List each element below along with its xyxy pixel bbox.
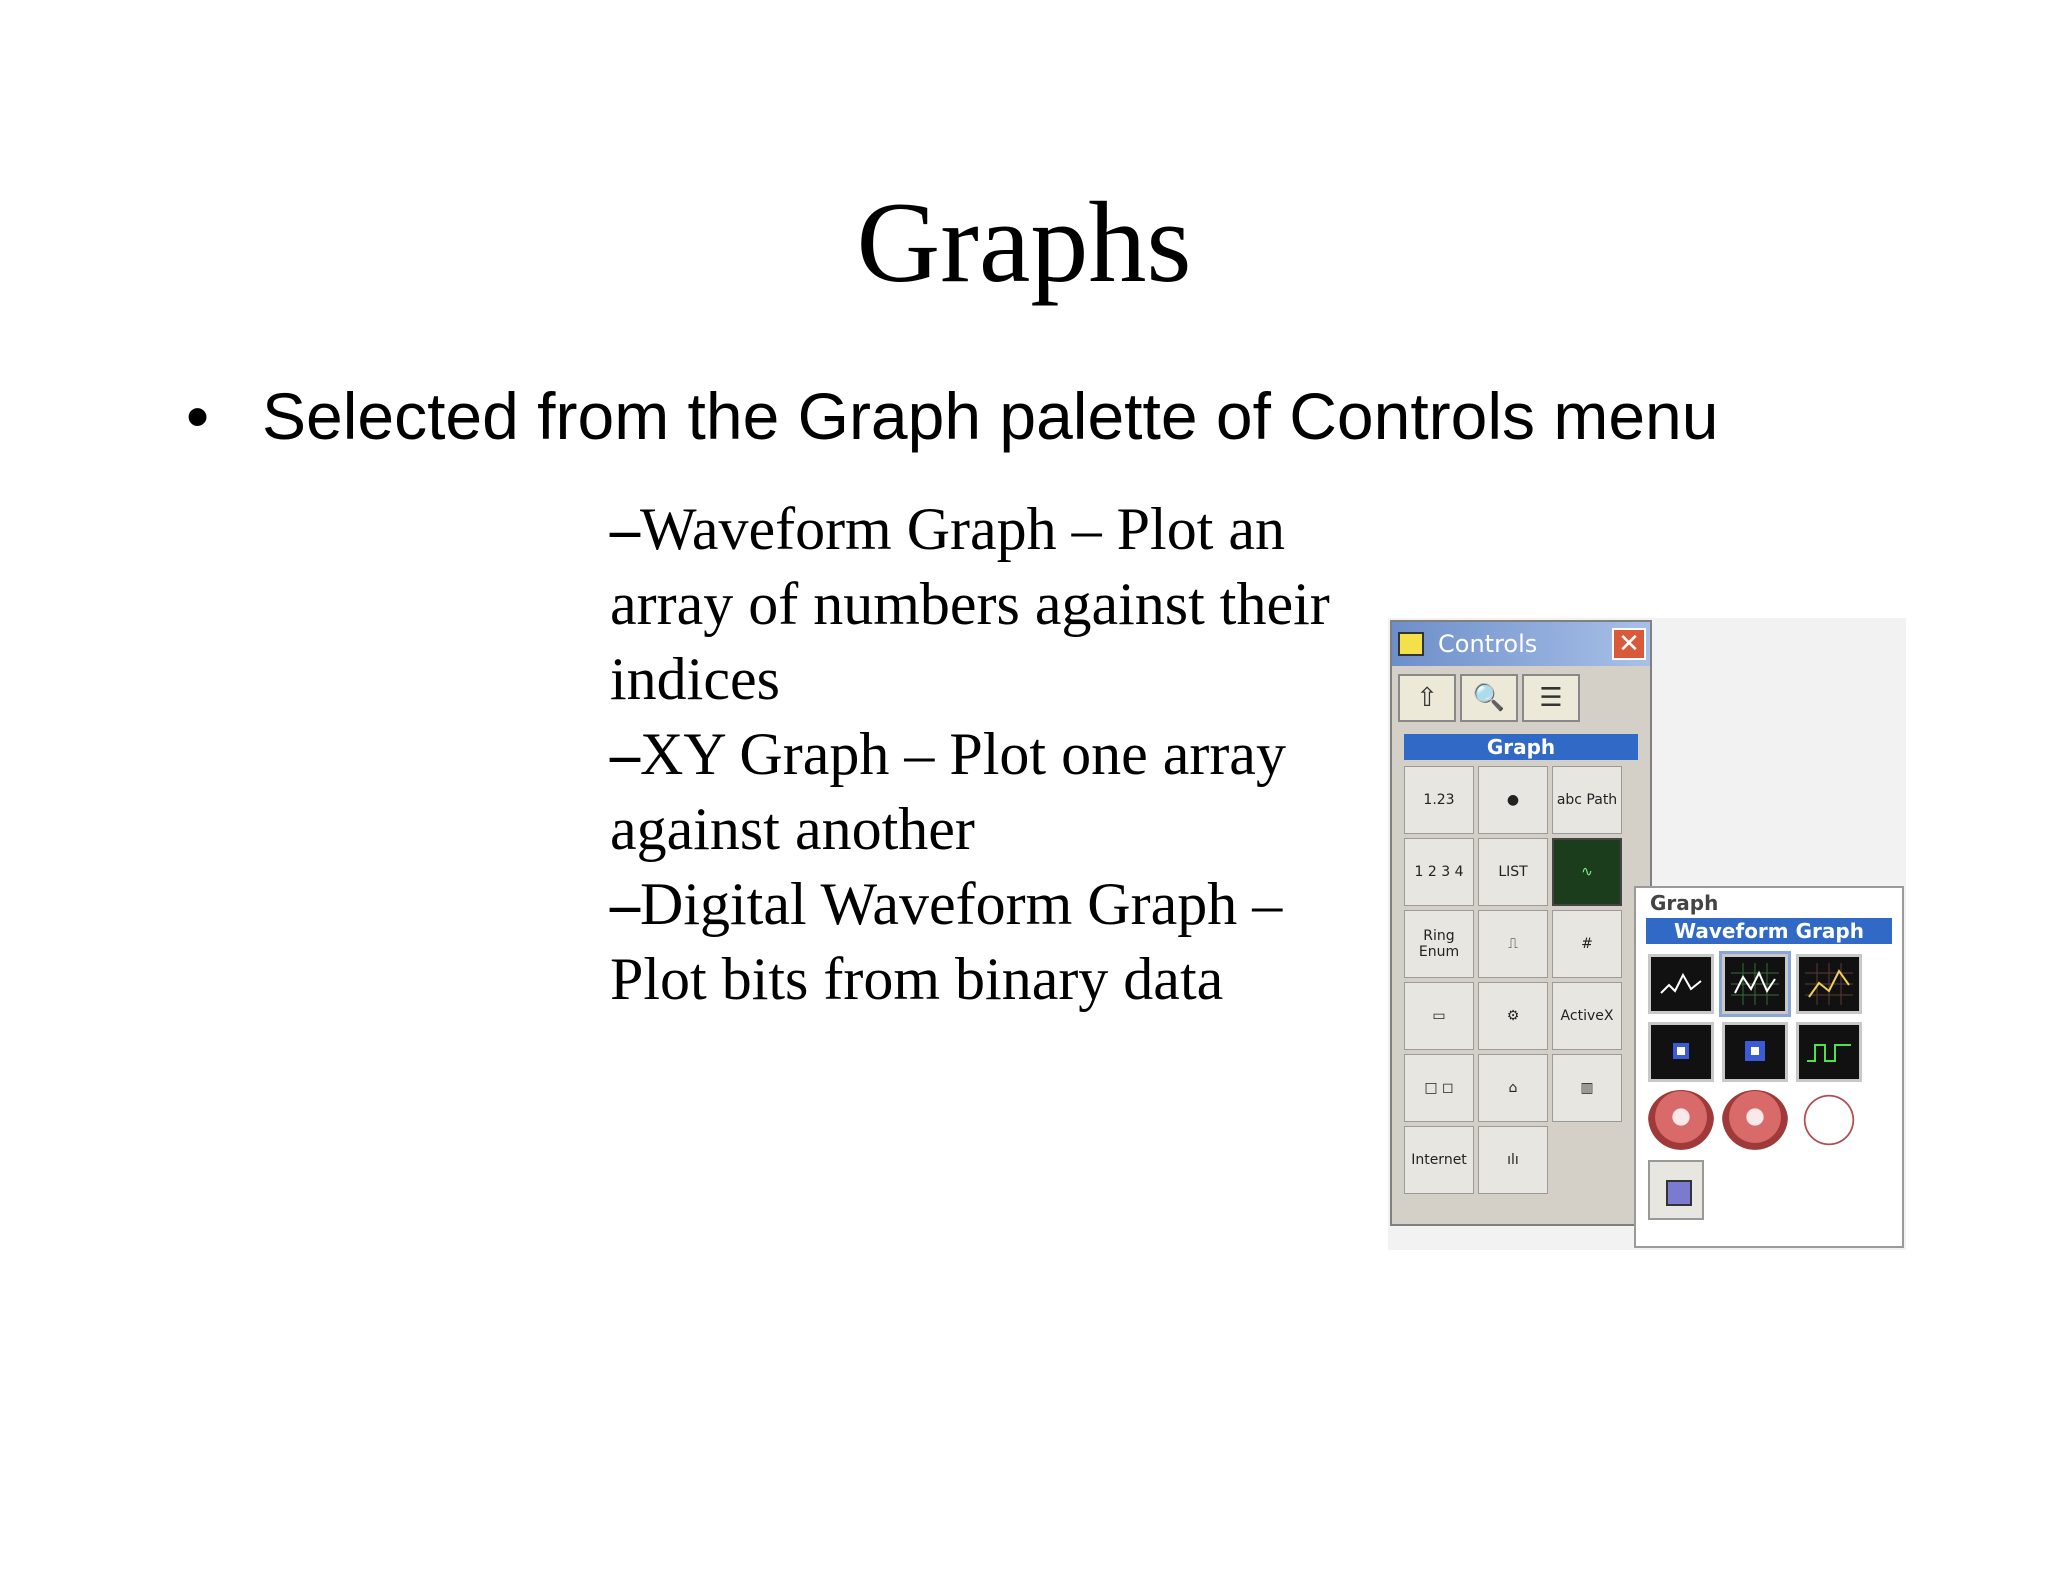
select-vi-icon[interactable]: ▥ [1552,1054,1622,1122]
sub-item-text: Digital Waveform Graph – Plot bits from binary data [610,871,1283,1012]
internet-icon[interactable]: Internet [1404,1126,1474,1194]
sub-list [610,492,1350,1017]
sub-item-xy-graph [610,717,1350,867]
user-controls-icon[interactable]: ⌂ [1478,1054,1548,1122]
palette-grid [1392,766,1650,1194]
selected-item-label: Waveform Graph [1646,918,1892,944]
options-icon[interactable]: ☰ [1522,674,1580,722]
dialog-icon[interactable]: ▭ [1404,982,1474,1050]
decorations-icon[interactable]: □ ◻ [1404,1054,1474,1122]
palette-title: Controls [1438,630,1538,658]
search-icon[interactable]: 🔍 [1460,674,1518,722]
xy-graph-icon[interactable] [1796,954,1862,1014]
sub-item-digital-waveform-graph [610,867,1350,1017]
bullet-point [186,376,1718,456]
palette-section-title: Graph [1404,734,1638,760]
intensity-chart-icon[interactable] [1648,1022,1714,1082]
sub-item-text: XY Graph – Plot one array against another [610,721,1286,862]
sub-item-text: Waveform Graph – Plot an array of numbers against their indices [610,496,1330,712]
graph-icon[interactable]: ∿ [1552,838,1622,906]
waveform-chart-icon[interactable] [1648,954,1714,1014]
controls-folder-icon[interactable] [1648,1160,1704,1220]
3d-surface-icon[interactable] [1648,1090,1714,1150]
list-table-icon[interactable]: LIST [1478,838,1548,906]
signal-icon[interactable]: ılı [1478,1126,1548,1194]
sub-item-waveform-graph [610,492,1350,717]
waveform-graph-icon[interactable] [1722,954,1788,1014]
3d-parametric-icon[interactable] [1722,1090,1788,1150]
3d-curve-icon[interactable] [1796,1090,1862,1150]
dash-marker: – [610,496,640,562]
refnum-icon[interactable]: # [1552,910,1622,978]
digital-waveform-icon[interactable] [1796,1022,1862,1082]
labview-icon [1398,632,1424,656]
string-path-icon[interactable]: abc Path [1552,766,1622,834]
activex-icon[interactable]: ActiveX [1552,982,1622,1050]
palette-toolbar [1392,666,1650,730]
classic-icon[interactable]: ⚙ [1478,982,1548,1050]
bullet-marker: • [186,379,210,453]
io-icon[interactable]: ⎍ [1478,910,1548,978]
subpalette-title: Graph [1650,891,1719,915]
dash-marker: – [610,721,640,787]
intensity-graph-icon[interactable] [1722,1022,1788,1082]
controls-palette [1390,620,1652,1226]
boolean-icon[interactable]: ● [1478,766,1548,834]
close-button[interactable]: ✕ [1612,628,1646,660]
ring-enum-icon[interactable]: Ring Enum [1404,910,1474,978]
slide-title: Graphs [856,179,1192,307]
graph-subpalette [1634,886,1904,1248]
dash-marker: – [610,871,640,937]
array-cluster-icon[interactable]: 1 2 3 4 [1404,838,1474,906]
graph-icon-grid [1636,944,1902,1160]
up-arrow-icon[interactable]: ⇧ [1398,674,1456,722]
numeric-icon[interactable]: 1.23 [1404,766,1474,834]
bullet-text: Selected from the Graph palette of Controls menu [262,379,1719,453]
palette-titlebar[interactable] [1392,622,1650,666]
